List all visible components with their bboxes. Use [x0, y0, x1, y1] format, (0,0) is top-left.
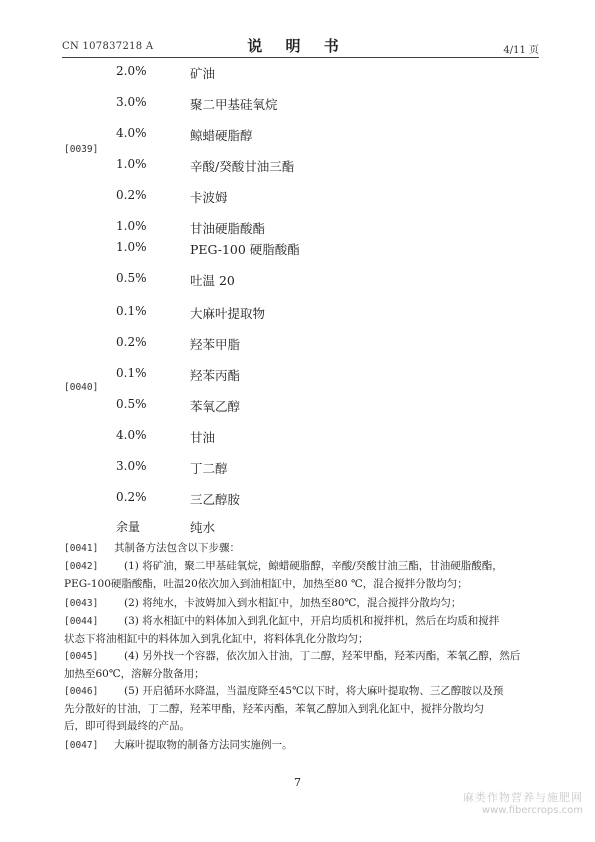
ingredient-name: 甘油	[190, 430, 216, 445]
header-rule	[62, 57, 539, 58]
ingredient-name: 三乙醇胺	[190, 492, 241, 507]
paragraph-0041	[114, 540, 532, 558]
paragraph-line: PEG-100硬脂酸酯，吐温20依次加入到油相缸中，加热至80 ℃，混合搅拌分散均匀；	[64, 577, 468, 590]
ingredient-name: 羟苯丙酯	[190, 368, 241, 383]
paragraph-line: 后，即可得到最终的产品。	[64, 720, 190, 732]
paragraph-line: (3) 将水相缸中的料体加入到乳化缸中，开启均质机和搅拌机，然后在均质和搅拌	[124, 615, 500, 627]
ingredient-percent: 4.0%	[116, 126, 147, 140]
paragraph-line: (1) 将矿油，聚二甲基硅氧烷，鲸蜡硬脂醇，辛酸/癸酸甘油三酯，甘油硬脂酸酯，	[124, 560, 503, 572]
paragraph-tag-0043: [0043]	[64, 598, 99, 609]
ingredient-percent: 1.0%	[116, 219, 147, 233]
watermark-site-name: 麻类作物营养与施肥网	[463, 791, 583, 804]
ingredient-percent: 2.0%	[116, 64, 147, 78]
ingredient-percent: 0.1%	[116, 304, 147, 318]
ingredient-name: 鲸蜡硬脂醇	[190, 128, 253, 143]
ingredient-name: 聚二甲基硅氧烷	[190, 97, 278, 112]
ingredient-name: 辛酸/癸酸甘油三酯	[190, 159, 295, 174]
paragraph-tag-0044: [0044]	[64, 616, 99, 627]
paragraph-line: 加热至60℃，溶解分散备用；	[64, 667, 205, 680]
paragraph-line: (2) 将纯水，卡波姆加入到水相缸中，加热至80℃，混合搅拌分散均匀；	[124, 597, 462, 609]
ingredient-name: 丁二醇	[190, 461, 228, 476]
paragraph-line: (5) 开启循环水降温，当温度降至45℃以下时，将大麻叶提取物、三乙醇胺以及预	[124, 685, 504, 697]
paragraph-tag-0045: [0045]	[64, 651, 99, 662]
paragraph-line: 状态下将油相缸中的料体加入到乳化缸中，将料体乳化分散均匀；	[64, 632, 369, 645]
page-indicator: 4/11 页	[503, 45, 539, 56]
paragraph-tag-0046: [0046]	[64, 686, 99, 697]
paragraph-line: 先分散好的甘油，丁二醇，羟苯甲酯，羟苯丙酯，苯氧乙醇加入到乳化缸中，搅拌分散均匀	[64, 702, 484, 715]
ingredient-percent: 0.5%	[116, 397, 147, 411]
paragraph-tag-0047: [0047]	[64, 740, 99, 751]
ingredient-name: 矿油	[190, 66, 216, 81]
ingredient-percent: 0.2%	[116, 335, 147, 349]
ingredient-percent: 0.1%	[116, 366, 147, 380]
ingredient-percent: 3.0%	[116, 95, 147, 109]
ingredient-name: PEG-100 硬脂酸酯	[190, 242, 300, 257]
page-number: 7	[294, 776, 301, 789]
paragraph-0043	[114, 595, 532, 613]
ingredient-percent: 余量	[116, 520, 141, 534]
ingredient-percent: 0.5%	[116, 271, 147, 285]
document-number: CN 107837218 A	[62, 41, 154, 52]
ingredient-name: 纯水	[190, 520, 216, 535]
ingredient-name: 卡波姆	[190, 190, 228, 205]
paragraph-0047	[114, 737, 532, 755]
paragraph-line: (4) 另外找一个容器，依次加入甘油，丁二醇，羟苯甲酯，羟苯丙酯，苯氧乙醇，然后	[124, 650, 521, 662]
ingredient-percent: 1.0%	[116, 157, 147, 171]
ingredient-name: 吐温 20	[190, 273, 235, 288]
ingredient-name: 羟苯甲脂	[190, 337, 241, 352]
watermark	[463, 789, 583, 816]
paragraph-tag-0040: [0040]	[64, 382, 99, 393]
paragraph-tag-0039: [0039]	[64, 144, 99, 155]
document-title: 说 明 书	[247, 37, 348, 55]
ingredient-name: 苯氧乙醇	[190, 399, 241, 414]
ingredient-percent: 4.0%	[116, 428, 147, 442]
paragraph-line: 其制备方法包含以下步骤：	[114, 542, 240, 554]
ingredient-name: 甘油硬脂酸酯	[190, 221, 266, 236]
ingredient-percent: 0.2%	[116, 490, 147, 504]
watermark-url: www.fibercrops.com	[481, 805, 583, 816]
ingredient-percent: 3.0%	[116, 459, 147, 473]
ingredient-name: 大麻叶提取物	[190, 306, 266, 321]
ingredient-percent: 1.0%	[116, 240, 147, 254]
paragraph-line: 大麻叶提取物的制备方法同实施例一。	[114, 739, 293, 751]
paragraph-tag-0041: [0041]	[64, 543, 99, 554]
ingredient-percent: 0.2%	[116, 188, 147, 202]
paragraph-tag-0042: [0042]	[64, 561, 99, 572]
